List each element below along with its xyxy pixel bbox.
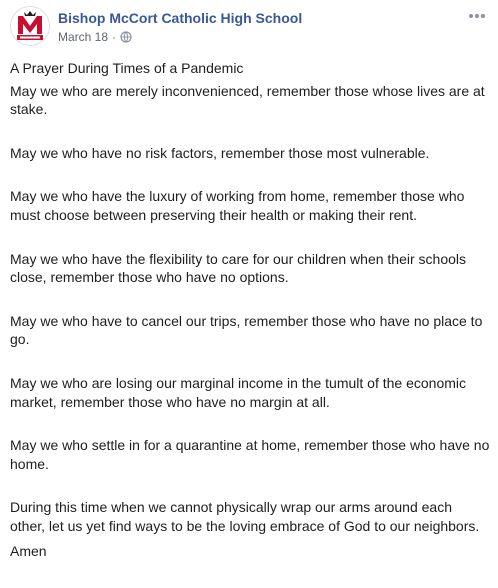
- post-paragraph: May we who have no risk factors, remember those most vulnerable.: [10, 144, 430, 161]
- school-logo-icon: [11, 7, 49, 45]
- post-date[interactable]: March 18: [58, 30, 109, 44]
- post-meta: [58, 30, 132, 44]
- post-closing: Amen: [10, 542, 47, 559]
- post-body: [10, 59, 490, 585]
- post-paragraph: May we who settle in for a quarantine at home, remember those who have no home.: [10, 437, 490, 472]
- post-paragraph: May we who have the flexibility to care for our children when their schools close, remember those who have no options.: [10, 250, 466, 286]
- post-header: [10, 6, 488, 48]
- post-paragraph: May we who have to cancel our trips, remember those who have no place to go.: [10, 312, 483, 348]
- page-name-link[interactable]: Bishop McCort Catholic High School: [58, 10, 303, 26]
- page-avatar[interactable]: [10, 6, 50, 46]
- meta-separator: ·: [112, 30, 117, 44]
- post-paragraph: May we who are losing our marginal income in the tumult of the economic market, remember those who have no margin at all.: [10, 374, 466, 410]
- post-paragraph: During this time when we cannot physically wrap our arms around each other, let us yet find ways to be the loving embrace of God to our neighbors.: [10, 499, 480, 534]
- post-paragraph: May we who have the luxury of working from home, remember those who must choose between preserving their health or making their rent.: [10, 188, 465, 223]
- more-options-icon[interactable]: [466, 8, 488, 24]
- post-paragraph: May we who are merely inconvenienced, remember those whose lives are at stake.: [10, 82, 485, 118]
- globe-icon: [120, 31, 132, 43]
- post-title: A Prayer During Times of a Pandemic: [10, 60, 244, 76]
